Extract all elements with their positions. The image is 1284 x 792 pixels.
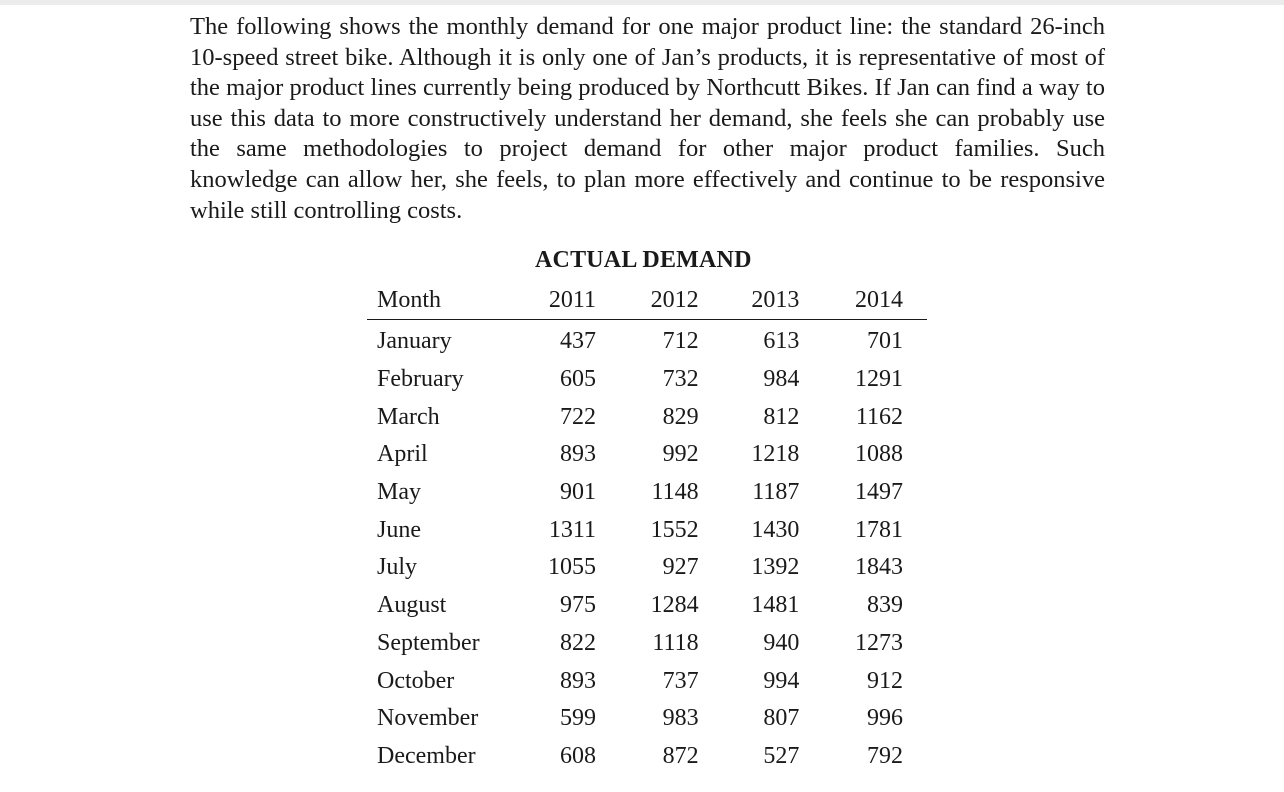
cell-month: September [377,629,480,656]
cell-value-2011: 893 [560,441,597,468]
cell-value-2013: 613 [763,328,800,355]
table-row [367,662,927,700]
cell-value-2011: 605 [560,366,597,393]
cell-value-2014: 1781 [855,516,903,543]
cell-month: April [377,441,428,468]
cell-value-2013: 984 [763,366,800,393]
column-header-2013: 2013 [699,282,800,320]
table-row [367,625,927,663]
column-header-2014: 2014 [799,282,927,320]
table-caption: ACTUAL DEMAND [535,247,752,273]
cell-value-2011: 599 [560,705,597,732]
cell-value-2013: 1218 [751,441,800,468]
cell-month: June [377,516,421,543]
table-row [367,700,927,738]
cell-value-2014: 1291 [855,366,903,393]
cell-month: January [377,328,452,355]
cell-value-2014: 1497 [855,479,903,506]
cell-value-2012: 1118 [652,629,699,656]
cell-value-2014: 1088 [855,441,903,468]
column-header-month: Month [367,282,496,320]
cell-value-2013: 994 [763,667,800,694]
cell-value-2011: 722 [560,403,597,430]
cell-value-2011: 893 [560,667,597,694]
cell-month: August [377,592,447,619]
cell-value-2014: 1843 [855,554,903,581]
table-header-row [367,282,927,320]
table-row [367,549,927,587]
cell-month: May [377,479,421,506]
cell-value-2012: 872 [662,742,699,769]
table-row [367,320,927,361]
cell-value-2014: 839 [867,592,903,619]
cell-value-2012: 1148 [651,479,699,506]
table-row [367,474,927,512]
cell-value-2013: 1392 [751,554,800,581]
cell-value-2014: 1162 [855,403,903,430]
cell-value-2011: 975 [560,592,597,619]
cell-month: November [377,705,479,732]
cell-value-2013: 812 [763,403,800,430]
cell-value-2011: 901 [560,479,597,506]
cell-value-2014: 1273 [855,629,903,656]
cell-value-2012: 992 [662,441,699,468]
cell-value-2014: 912 [867,667,903,694]
cell-value-2012: 712 [662,328,699,355]
cell-value-2012: 829 [662,403,699,430]
table-row [367,398,927,436]
cell-value-2011: 608 [560,742,597,769]
cell-value-2013: 527 [763,742,800,769]
cell-value-2013: 1481 [751,592,800,619]
table-row [367,436,927,474]
table-row [367,361,927,399]
table-row [367,587,927,625]
cell-value-2012: 983 [662,705,699,732]
cell-value-2013: 1430 [751,516,800,543]
demand-table [367,282,927,775]
cell-value-2012: 927 [662,554,699,581]
cell-month: July [377,554,418,581]
cell-month: December [377,742,476,769]
cell-month: October [377,667,455,694]
cell-value-2014: 701 [867,328,903,355]
cell-value-2013: 1187 [752,479,800,506]
intro-paragraph: The following shows the monthly demand for one major product line: the standard 26-inch 10-speed street bike. Although it is only one of Jan’s products, it is representative of most of the major product lines currently being produced by Northcutt Bikes. If Jan can find a way to use this data to more constructively understand her demand, she feels she can probably use the same methodologies to project demand for other major product families. Such knowledge can allow her, she feels, to plan more effectively and continue to be responsive while still controlling costs. [190,13,1105,224]
cell-value-2012: 1552 [650,516,699,543]
column-header-2011: 2011 [496,282,596,320]
cell-value-2014: 792 [867,742,903,769]
top-divider [0,0,1284,5]
cell-value-2011: 437 [560,328,597,355]
cell-value-2012: 1284 [650,592,699,619]
cell-month: March [377,403,440,430]
cell-value-2013: 807 [763,705,800,732]
table-row [367,738,927,776]
cell-value-2013: 940 [763,629,800,656]
column-header-2012: 2012 [596,282,699,320]
cell-month: February [377,366,464,393]
cell-value-2011: 1055 [548,554,597,581]
cell-value-2014: 996 [867,705,903,732]
cell-value-2011: 822 [560,629,597,656]
cell-value-2012: 732 [662,366,699,393]
cell-value-2012: 737 [662,667,699,694]
cell-value-2011: 1311 [548,516,597,543]
table-row [367,511,927,549]
